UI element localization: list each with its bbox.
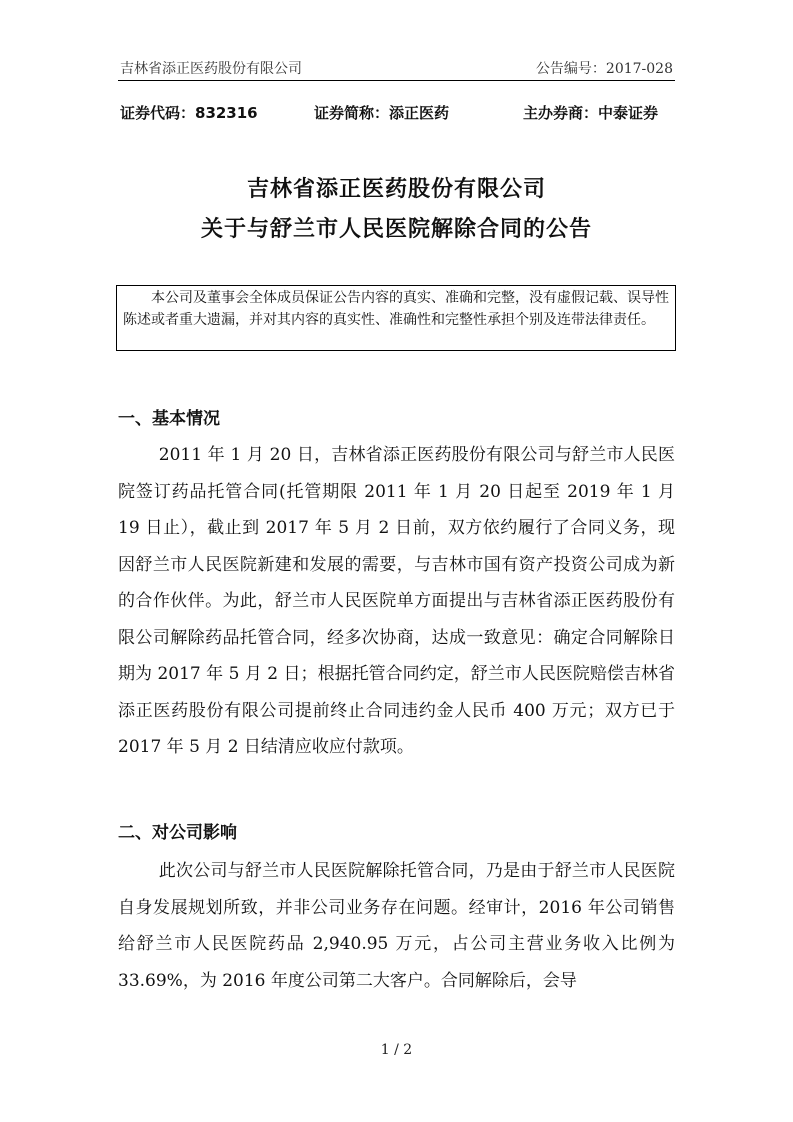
security-info-line [118,102,675,124]
document-title-line2: 关于与舒兰市人民医院解除合同的公告 [200,217,592,242]
header-announcement-number: 公告编号：2017-028 [535,61,673,77]
document-title-line1: 吉林省添正医药股份有限公司 [246,177,546,202]
board-assurance-notice: 本公司及董事会全体成员保证公告内容的真实、准确和完整，没有虚假记载、误导性陈述或者重大遗漏，并对其内容的真实性、准确性和完整性承担个别及连带法律责任。 [116,285,676,351]
section-body-basic-info: 2011 年 1 月 20 日，吉林省添正医药股份有限公司与舒兰市人民医院签订药品托管合同(托管期限 2011 年 1 月 20 日起至 2019 年 1 月 19 日止），截止到 2017 年 5 月 2 日前，双方依约履行了合同义务，现因舒兰市人民医院新建和发展的需要，与吉林市国有资产投资公司成为新的合作伙伴。为此，舒兰市人民医院单方面提出与吉林省添正医药股份有限公司解除药品托管合同，经多次协商，达成一致意见：确定合同解除日期为 2017 年 5 月 2 日；根据托管合同约定，舒兰市人民医院赔偿吉林省添正医药股份有限公司提前终止合同违约金人民币 400 万元；双方已于 2017 年 5 月 2 日结清应收应付款项。 [118,445,675,757]
header-company: 吉林省添正医药股份有限公司 [120,61,302,77]
sponsor-broker: 主办券商：中泰证券 [523,104,659,122]
page-header [118,58,675,81]
section-heading-impact: 二、对公司影响 [118,823,237,843]
page-number: 1 / 2 [380,1042,413,1058]
stock-code: 证券代码：832316 [120,104,258,122]
section-heading-basic-info: 一、基本情况 [118,409,220,429]
stock-short-name: 证券简称：添正医药 [314,104,450,122]
section-body-impact: 此次公司与舒兰市人民医院解除托管合同，乃是由于舒兰市人民医院自身发展规划所致，并非公司业务存在问题。经审计，2016 年公司销售给舒兰市人民医院药品 2,940.95 万元，占公司主营业务收入比例为 33.69%，为 2016 年度公司第二大客户。合同解除后，会导 [118,861,675,991]
